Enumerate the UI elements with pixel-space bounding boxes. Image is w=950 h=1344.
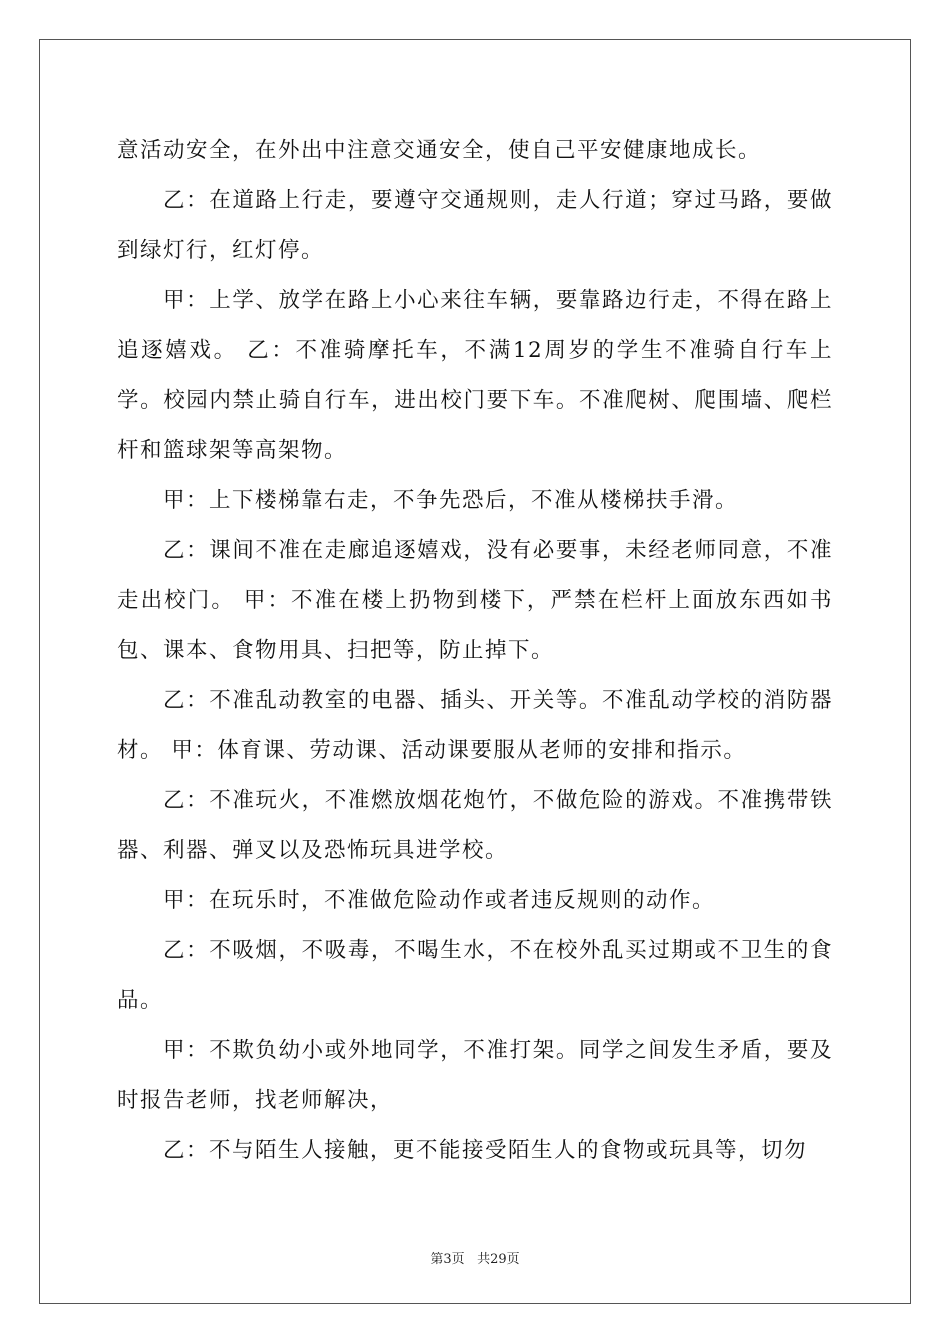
- page-total: 共29页: [477, 1252, 520, 1267]
- paragraph-7: 乙：不准玩火，不准燃放烟花炮竹，不做危险的游戏。不准携带铁器、利器、弹叉以及恐怖玩具进学校。: [117, 788, 833, 863]
- paragraph-1: 意活动安全，在外出中注意交通安全，使自己平安健康地成长。: [117, 138, 762, 163]
- paragraph-11: 乙：不与陌生人接触，更不能接受陌生人的食物或玩具等，切勿: [163, 1138, 808, 1163]
- page-number: 第3页: [430, 1252, 465, 1267]
- page-footer: [0, 1248, 950, 1267]
- paragraph-5: 乙：课间不准在走廊追逐嬉戏，没有必要事，未经老师同意，不准走出校门。 甲：不准在楼上扔物到楼下，严禁在栏杆上面放东西如书包、课本、食物用具、扫把等，防止掉下。: [117, 538, 833, 663]
- paragraph-2: 乙：在道路上行走，要遵守交通规则，走人行道；穿过马路，要做到绿灯行，红灯停。: [117, 188, 833, 263]
- paragraph-3: 甲：上学、放学在路上小心来往车辆，要靠路边行走，不得在路上追逐嬉戏。 乙：不准骑摩托车，不满12周岁的学生不准骑自行车上学。校园内禁止骑自行车，进出校门要下车。不准爬树、爬围墙、爬栏杆和篮球架等高架物。: [117, 288, 833, 463]
- paragraph-9: 乙：不吸烟，不吸毒，不喝生水，不在校外乱买过期或不卫生的食品。: [117, 938, 833, 1013]
- paragraph-10: 甲：不欺负幼小或外地同学，不准打架。同学之间发生矛盾，要及时报告老师，找老师解决，: [117, 1038, 833, 1113]
- paragraph-6: 乙：不准乱动教室的电器、插头、开关等。不准乱动学校的消防器材。 甲：体育课、劳动课、活动课要服从老师的安排和指示。: [117, 688, 833, 763]
- paragraph-8: 甲：在玩乐时，不准做危险动作或者违反规则的动作。: [163, 888, 716, 913]
- document-body: [117, 126, 833, 1176]
- paragraph-4: 甲：上下楼梯靠右走，不争先恐后，不准从楼梯扶手滑。: [163, 488, 739, 513]
